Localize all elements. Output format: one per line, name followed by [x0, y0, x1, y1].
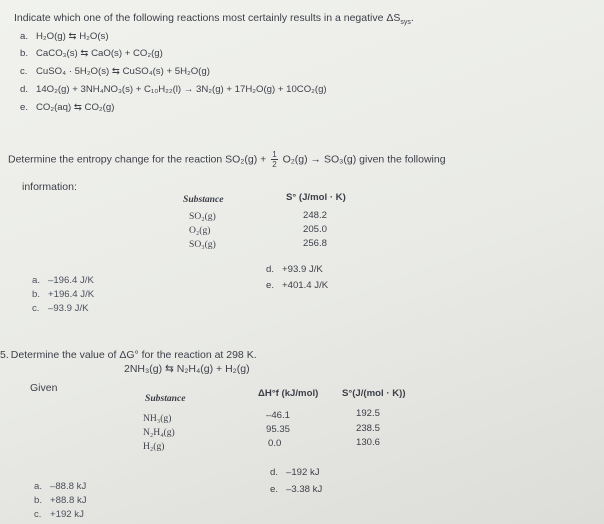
q3-option-c[interactable]: c. +192 kJ: [34, 509, 84, 520]
q2-header-substance: Substance: [183, 194, 224, 205]
q3-option-b[interactable]: b. +88.8 kJ: [34, 495, 87, 506]
q2-row-value: 248.2: [303, 210, 328, 221]
q3-row-entropy: 238.5: [356, 423, 381, 434]
q2-row-value: 205.0: [303, 224, 328, 235]
q3-row-enthalpy: 0.0: [268, 438, 282, 449]
q3-row-substance: H₂(g): [143, 441, 165, 452]
q1-option-d[interactable]: d. 14O₂(g) + 3NH₄NO₃(s) + C₁₀H₂₂(l) → 3N₂(g) + 17H₂O(g) + 10CO₂(g): [20, 84, 327, 95]
q3-given-label: Given: [30, 382, 58, 394]
q3-reaction: 2NH₃(g) ⇆ N₂H₄(g) + H₂(g): [124, 363, 250, 375]
q2-option-b[interactable]: b. +196.4 J/K: [32, 289, 95, 300]
q2-row-substance: SO₃(g): [189, 239, 216, 250]
q3-row-substance: N₂H₄(g): [143, 427, 175, 438]
q1-prompt: Indicate which one of the following reactions most certainly results in a negative $\Delta S_{sys}$.: [14, 12, 414, 27]
q2-header-entropy: S° (J/mol · K): [286, 192, 346, 203]
q3-option-e[interactable]: e. –3.38 kJ: [270, 484, 323, 495]
q3-option-a[interactable]: a. –88.8 kJ: [34, 481, 87, 492]
q2-prompt-line2: information:: [22, 181, 77, 193]
q3-header-entropy: S°(J/(mol · K)): [342, 388, 406, 399]
q2-option-c[interactable]: c. –93.9 J/K: [32, 303, 89, 314]
q3-row-enthalpy: 95.35: [266, 424, 291, 435]
q1-option-c[interactable]: c. CuSO₄ · 5H₂O(s) ⇆ CuSO₄(s) + 5H₂O(g): [20, 66, 210, 77]
q3-row-substance: NH₃(g): [143, 413, 172, 424]
q1-option-a[interactable]: a. H₂O(g) ⇆ H₂O(s): [20, 31, 109, 42]
q1-option-b[interactable]: b. CaCO₃(s) ⇆ CaO(s) + CO₂(g): [20, 48, 163, 59]
q3-row-enthalpy: –46.1: [266, 410, 291, 421]
q2-option-a[interactable]: a. –196.4 J/K: [32, 275, 94, 286]
q1-option-e[interactable]: e. CO₂(aq) ⇆ CO₂(g): [20, 102, 115, 113]
q2-option-d[interactable]: d. +93.9 J/K: [266, 264, 323, 275]
fraction: $\frac{1}{2}$: [272, 150, 277, 169]
q2-row-substance: SO₂(g): [189, 211, 216, 222]
q2-row-substance: O₂(g): [189, 225, 211, 236]
q3-header-enthalpy: ΔH°f (kJ/mol): [258, 388, 319, 399]
q2-row-value: 256.8: [303, 238, 328, 249]
q3-header-substance: Substance: [145, 393, 186, 404]
q2-option-e[interactable]: e. +401.4 J/K: [266, 280, 329, 291]
q3-prompt: 5. Determine the value of ΔG° for the reaction at 298 K.: [0, 349, 257, 361]
q3-option-d[interactable]: d. –192 kJ: [270, 467, 320, 478]
q2-prompt: Determine the entropy change for the reaction SO₂(g) + $\frac{1}{2}$ O₂(g) → SO₃(g) given the following: [8, 150, 446, 169]
q3-row-entropy: 192.5: [356, 408, 381, 419]
q3-row-entropy: 130.6: [356, 437, 381, 448]
